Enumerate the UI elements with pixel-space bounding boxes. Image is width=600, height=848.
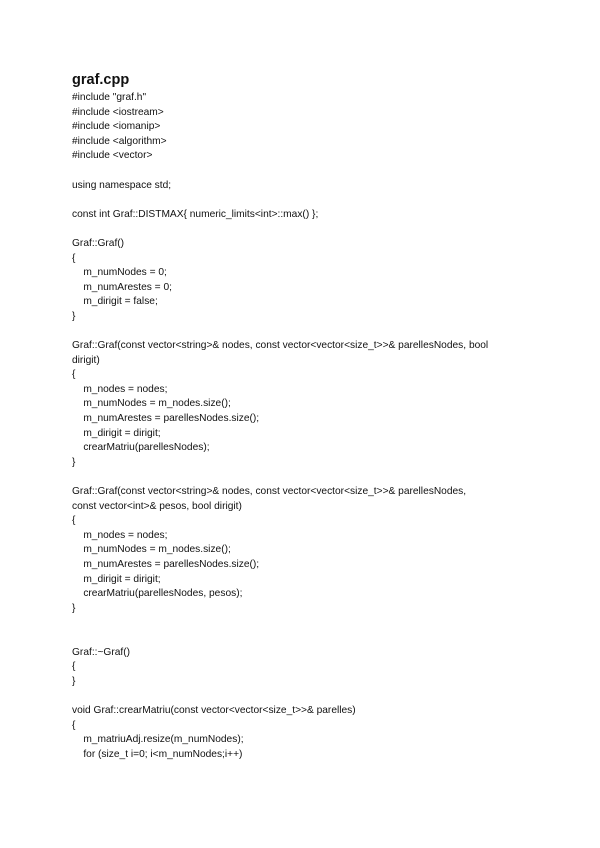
code-line: { xyxy=(72,719,76,731)
code-line: m_dirigit = false; xyxy=(72,296,158,308)
code-line: #include <algorithm> xyxy=(72,135,167,147)
code-line: m_nodes = nodes; xyxy=(72,383,168,395)
code-line: } xyxy=(72,675,76,687)
code-line: } xyxy=(72,456,76,468)
code-line: m_numNodes = m_nodes.size(); xyxy=(72,544,231,556)
code-line: for (size_t i=0; i<m_numNodes;i++) xyxy=(72,748,243,760)
code-line: Graf::~Graf() xyxy=(72,646,131,658)
code-line xyxy=(72,470,542,485)
code-line: } xyxy=(72,310,76,322)
code-line: void Graf::crearMatriu(const vector<vector<size_t>>& parelles) xyxy=(72,704,356,716)
code-line: m_matriuAdj.resize(m_numNodes); xyxy=(72,734,244,746)
code-line xyxy=(72,193,542,208)
code-line: m_dirigit = dirigit; xyxy=(72,427,161,439)
code-line: { xyxy=(72,252,76,264)
code-line: m_numArestes = 0; xyxy=(72,281,172,293)
code-line: #include "graf.h" xyxy=(72,92,147,103)
code-line: { xyxy=(72,661,76,673)
code-line: m_numArestes = parellesNodes.size(); xyxy=(72,559,260,570)
code-line: dirigit) xyxy=(72,354,100,366)
code-line: #include <iostream> xyxy=(72,106,164,118)
code-line: m_numNodes = 0; xyxy=(72,267,167,279)
code-line: const int Graf::DISTMAX{ numeric_limits<int>::max() }; xyxy=(72,208,319,220)
code-line xyxy=(72,616,542,631)
code-line: m_dirigit = dirigit; xyxy=(72,573,161,585)
code-line xyxy=(72,164,542,179)
code-line: m_numArestes = parellesNodes.size(); xyxy=(72,413,260,425)
code-line: #include <iomanip> xyxy=(72,121,161,133)
code-line xyxy=(72,631,542,646)
code-line: { xyxy=(72,515,76,527)
code-line: { xyxy=(72,369,76,381)
code-line xyxy=(72,222,542,237)
code-line: } xyxy=(72,602,76,614)
document-title: graf.cpp xyxy=(72,72,130,88)
code-line xyxy=(72,325,542,340)
code-line: m_nodes = nodes; xyxy=(72,529,168,541)
code-line: m_numNodes = m_nodes.size(); xyxy=(72,398,231,410)
code-line: crearMatriu(parellesNodes); xyxy=(72,442,210,454)
code-listing xyxy=(72,91,542,762)
code-line: using namespace std; xyxy=(72,179,172,191)
code-line xyxy=(72,689,542,704)
code-line: #include <vector> xyxy=(72,150,153,162)
code-line: Graf::Graf(const vector<string>& nodes, const vector<vector<size_t>>& parellesNodes, xyxy=(72,486,467,498)
code-line: Graf::Graf(const vector<string>& nodes, const vector<vector<size_t>>& parellesNodes, bool xyxy=(72,340,489,352)
code-line: crearMatriu(parellesNodes, pesos); xyxy=(72,588,243,600)
code-line: const vector<int>& pesos, bool dirigit) xyxy=(72,500,242,512)
code-line: Graf::Graf() xyxy=(72,237,125,249)
